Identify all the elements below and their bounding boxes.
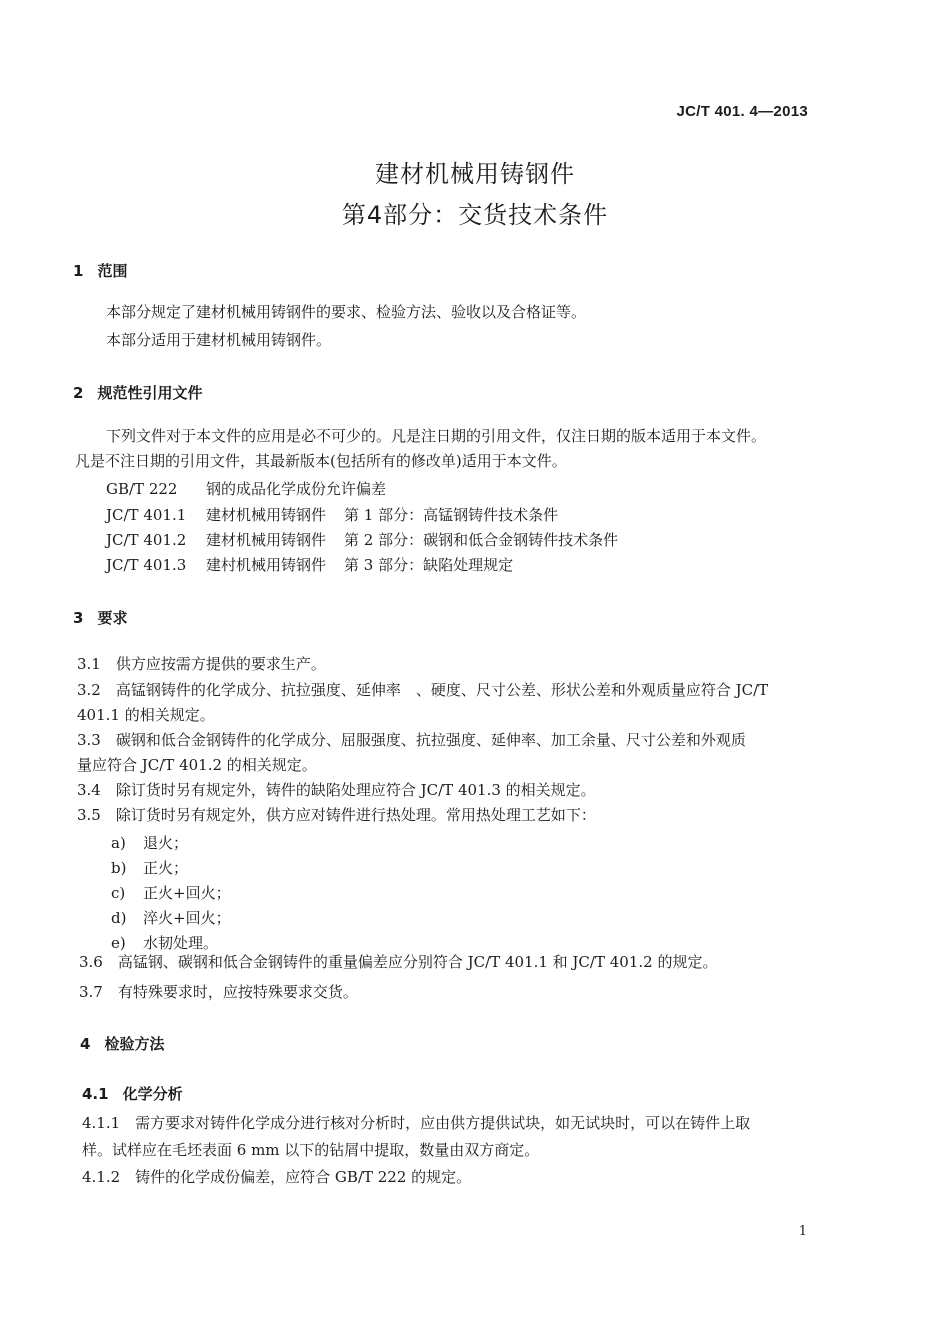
section-title: 要求 <box>97 609 128 627</box>
list-item <box>111 882 231 903</box>
list-label: e) <box>111 934 126 952</box>
document-title: 建材机械用铸钢件 <box>375 160 575 188</box>
document-code: JC/T 401. 4—2013 <box>676 103 808 120</box>
list-label: b) <box>111 859 127 877</box>
requirement-3-5: 3.5 除订货时另有规定外，供方应对铸件进行热处理。常用热处理工艺如下： <box>77 806 596 824</box>
reference-item <box>106 478 386 499</box>
list-text: 正火； <box>143 859 189 877</box>
reference-code: JC/T 401.2 <box>106 531 187 549</box>
requirement-3-3: 3.3 碳钢和低合金钢铸件的化学成分、屈服强度、抗拉强度、延伸率、加工余量、尺寸公差和外观质 <box>77 731 746 749</box>
reference-part: 第 1 部分：高锰钢铸件技术条件 <box>344 506 559 524</box>
list-text: 水韧处理。 <box>143 934 219 952</box>
reference-code: JC/T 401.3 <box>106 556 187 574</box>
reference-name: 建材机械用铸钢件 <box>206 506 327 524</box>
reference-code: JC/T 401.1 <box>106 506 187 524</box>
requirement-4-1-1-continuation: 样。试样应在毛坯表面 6 mm 以下的钻屑中提取，数量由双方商定。 <box>82 1141 540 1159</box>
reference-name: 建村机械用铸钢件 <box>206 556 327 574</box>
requirement-4-1-1: 4.1.1 需方要求对铸件化学成分进行核对分析时，应由供方提供试块，如无试块时，可以在铸件上取 <box>82 1114 751 1132</box>
list-item <box>111 857 188 878</box>
reference-item <box>106 504 558 525</box>
section-number: 2 <box>73 384 84 402</box>
subsection-number: 4.1 <box>82 1085 109 1103</box>
reference-item <box>106 554 513 575</box>
section-heading-scope <box>73 260 127 281</box>
paragraph: 本部分规定了建材机械用铸钢件的要求、检验方法、验收以及合格证等。 <box>106 303 587 321</box>
requirement-3-2: 3.2 高锰钢铸件的化学成分、抗拉强度、延伸率 、硬度、尺寸公差、形状公差和外观质量应符合 JC/T <box>77 681 769 699</box>
requirement-3-4: 3.4 除订货时另有规定外，铸件的缺陷处理应符合 JC/T 401.3 的相关规定。 <box>77 781 596 799</box>
list-text: 退火； <box>143 834 189 852</box>
requirement-3-7: 3.7 有特殊要求时，应按特殊要求交货。 <box>79 983 358 1001</box>
reference-part: 第 3 部分：缺陷处理规定 <box>344 556 514 574</box>
requirement-3-1: 3.1 供方应按需方提供的要求生产。 <box>77 655 326 673</box>
section-title: 规范性引用文件 <box>97 384 203 402</box>
section-number: 1 <box>73 262 84 280</box>
list-item <box>111 907 231 928</box>
list-text: 淬火+回火； <box>143 909 231 927</box>
list-label: d) <box>111 909 127 927</box>
list-text: 正火+回火； <box>143 884 231 902</box>
requirement-3-6: 3.6 高锰钢、碳钢和低合金钢铸件的重量偏差应分别符合 JC/T 401.1 和 JC/T 401.2 的规定。 <box>79 953 718 971</box>
list-item <box>111 932 218 953</box>
paragraph-continuation: 凡是不注日期的引用文件，其最新版本(包括所有的修改单)适用于本文件。 <box>75 452 567 470</box>
section-title: 范围 <box>97 262 128 280</box>
requirement-3-3-continuation: 量应符合 JC/T 401.2 的相关规定。 <box>77 756 317 774</box>
reference-name: 钢的成品化学成份允许偏差 <box>206 480 387 498</box>
section-heading-test-methods <box>80 1033 164 1054</box>
reference-part: 第 2 部分：碳钢和低合金钢铸件技术条件 <box>344 531 619 549</box>
requirement-4-1-2: 4.1.2 铸件的化学成份偏差，应符合 GB/T 222 的规定。 <box>82 1168 472 1186</box>
section-number: 4 <box>80 1035 91 1053</box>
section-heading-requirements <box>73 607 127 628</box>
list-label: a) <box>111 834 126 852</box>
subsection-heading-chemical-analysis <box>82 1083 183 1104</box>
subsection-title: 化学分析 <box>122 1085 183 1103</box>
section-number: 3 <box>73 609 84 627</box>
reference-name: 建材机械用铸钢件 <box>206 531 327 549</box>
page-number: 1 <box>798 1224 807 1239</box>
requirement-3-2-continuation: 401.1 的相关规定。 <box>77 706 215 724</box>
section-title: 检验方法 <box>104 1035 165 1053</box>
reference-item <box>106 529 618 550</box>
reference-code: GB/T 222 <box>106 480 178 498</box>
paragraph: 下列文件对于本文件的应用是必不可少的。凡是注日期的引用文件，仅注日期的版本适用于本文件。 <box>106 427 767 445</box>
paragraph: 本部分适用于建材机械用铸钢件。 <box>106 331 332 349</box>
list-item <box>111 832 188 853</box>
section-heading-normative-references <box>73 382 202 403</box>
document-subtitle: 第4部分：交货技术条件 <box>341 201 609 229</box>
list-label: c) <box>111 884 126 902</box>
